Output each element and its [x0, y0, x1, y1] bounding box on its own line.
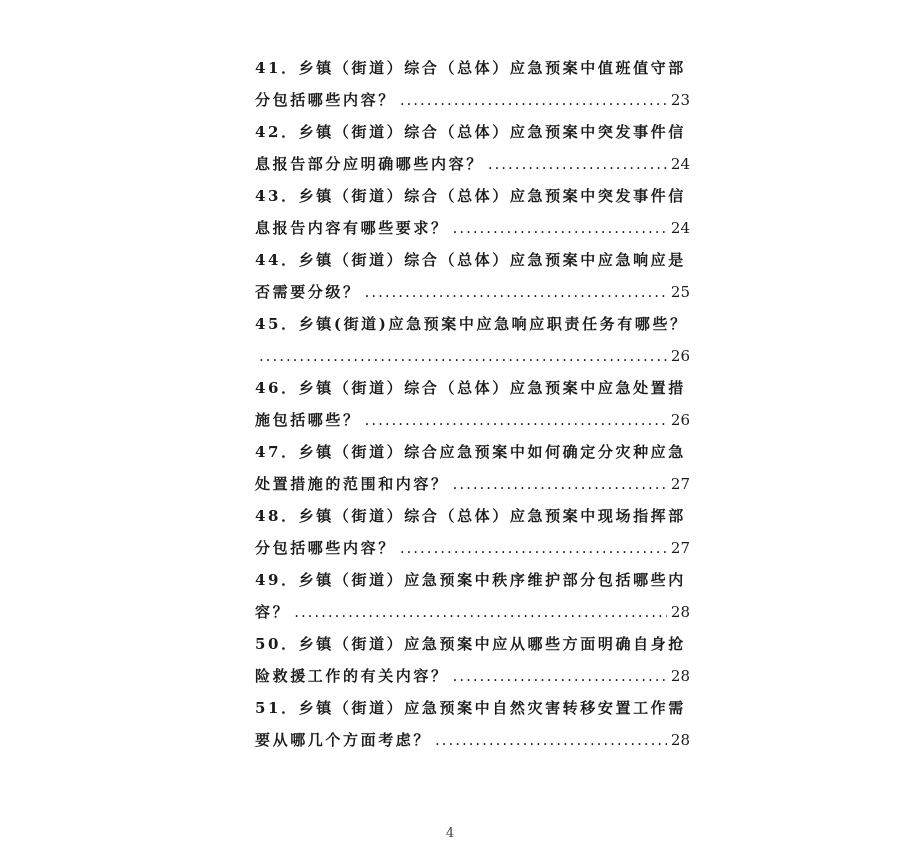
dot-leader	[400, 84, 667, 116]
dot-leader	[400, 532, 667, 564]
toc-entry-last-line	[255, 84, 690, 116]
toc-entry-title-tail: 容？	[255, 603, 291, 621]
toc-entry-title-line: 44．乡镇（街道）综合（总体）应急预案中应急响应是	[255, 251, 686, 269]
toc-entry[interactable]	[255, 692, 690, 756]
toc-entry-title-line: 48．乡镇（街道）综合（总体）应急预案中现场指挥部	[255, 507, 686, 525]
toc-entry[interactable]	[255, 52, 690, 116]
table-of-contents	[255, 52, 690, 756]
dot-leader	[365, 276, 667, 308]
toc-page-number: 27	[670, 539, 690, 557]
toc-entry-title-tail: 分包括哪些内容？	[255, 539, 396, 557]
toc-entry-title-tail: 处置措施的范围和内容？	[255, 475, 449, 493]
toc-page-number: 24	[670, 155, 690, 173]
dot-leader	[294, 596, 667, 628]
toc-page-number: 27	[670, 475, 690, 493]
dot-leader	[488, 148, 667, 180]
toc-entry-title-line: 42．乡镇（街道）综合（总体）应急预案中突发事件信	[255, 123, 686, 141]
toc-entry-last-line	[255, 148, 690, 180]
toc-entry-title-line: 49．乡镇（街道）应急预案中秩序维护部分包括哪些内	[255, 571, 686, 589]
toc-entry-title-line: 45．乡镇(街道)应急预案中应急响应职责任务有哪些？	[255, 315, 688, 333]
toc-entry-last-line	[255, 660, 690, 692]
toc-entry[interactable]	[255, 116, 690, 180]
toc-entry-title-tail: 息报告内容有哪些要求？	[255, 219, 449, 237]
dot-leader	[453, 212, 667, 244]
toc-page-number: 25	[670, 283, 690, 301]
toc-entry-title-tail: 否需要分级？	[255, 283, 361, 301]
page-number: 4	[445, 826, 455, 841]
toc-entry-title-line: 47．乡镇（街道）综合应急预案中如何确定分灾种应急	[255, 443, 686, 461]
toc-entry-title-line: 43．乡镇（街道）综合（总体）应急预案中突发事件信	[255, 187, 686, 205]
toc-entry[interactable]	[255, 436, 690, 500]
toc-entry-title-tail: 分包括哪些内容？	[255, 91, 396, 109]
toc-entry[interactable]	[255, 564, 690, 628]
toc-entry[interactable]	[255, 372, 690, 436]
toc-entry-title-line: 51．乡镇（街道）应急预案中自然灾害转移安置工作需	[255, 699, 686, 717]
toc-entry[interactable]	[255, 180, 690, 244]
toc-entry-title-tail: 施包括哪些？	[255, 411, 361, 429]
dot-leader	[453, 660, 667, 692]
toc-entry-last-line	[255, 276, 690, 308]
toc-entry-last-line	[255, 532, 690, 564]
toc-entry[interactable]	[255, 308, 690, 372]
toc-entry[interactable]	[255, 628, 690, 692]
toc-page-number: 24	[670, 219, 690, 237]
toc-page-number: 28	[670, 603, 690, 621]
dot-leader	[453, 468, 667, 500]
toc-entry-title-line: 50．乡镇（街道）应急预案中应从哪些方面明确自身抢	[255, 635, 686, 653]
dot-leader	[259, 340, 667, 372]
toc-entry-last-line	[255, 212, 690, 244]
toc-entry-title-line: 41．乡镇（街道）综合（总体）应急预案中值班值守部	[255, 59, 686, 77]
toc-page-number: 28	[670, 667, 690, 685]
toc-entry-last-line	[255, 724, 690, 756]
toc-entry-last-line	[255, 468, 690, 500]
toc-entry-last-line	[255, 596, 690, 628]
dot-leader	[365, 404, 667, 436]
toc-entry[interactable]	[255, 244, 690, 308]
toc-entry-title-tail: 险救援工作的有关内容？	[255, 667, 449, 685]
toc-entry-title-tail: 要从哪几个方面考虑？	[255, 731, 432, 749]
toc-entry-title-line: 46．乡镇（街道）综合（总体）应急预案中应急处置措	[255, 379, 686, 397]
dot-leader	[435, 724, 667, 756]
toc-entry-title-tail: 息报告部分应明确哪些内容？	[255, 155, 484, 173]
toc-entry-last-line	[255, 404, 690, 436]
toc-entry-last-line	[255, 340, 690, 372]
toc-entry[interactable]	[255, 500, 690, 564]
toc-page-number: 23	[670, 91, 690, 109]
toc-page-number: 26	[670, 347, 690, 365]
toc-page-number: 28	[670, 731, 690, 749]
toc-page-number: 26	[670, 411, 690, 429]
